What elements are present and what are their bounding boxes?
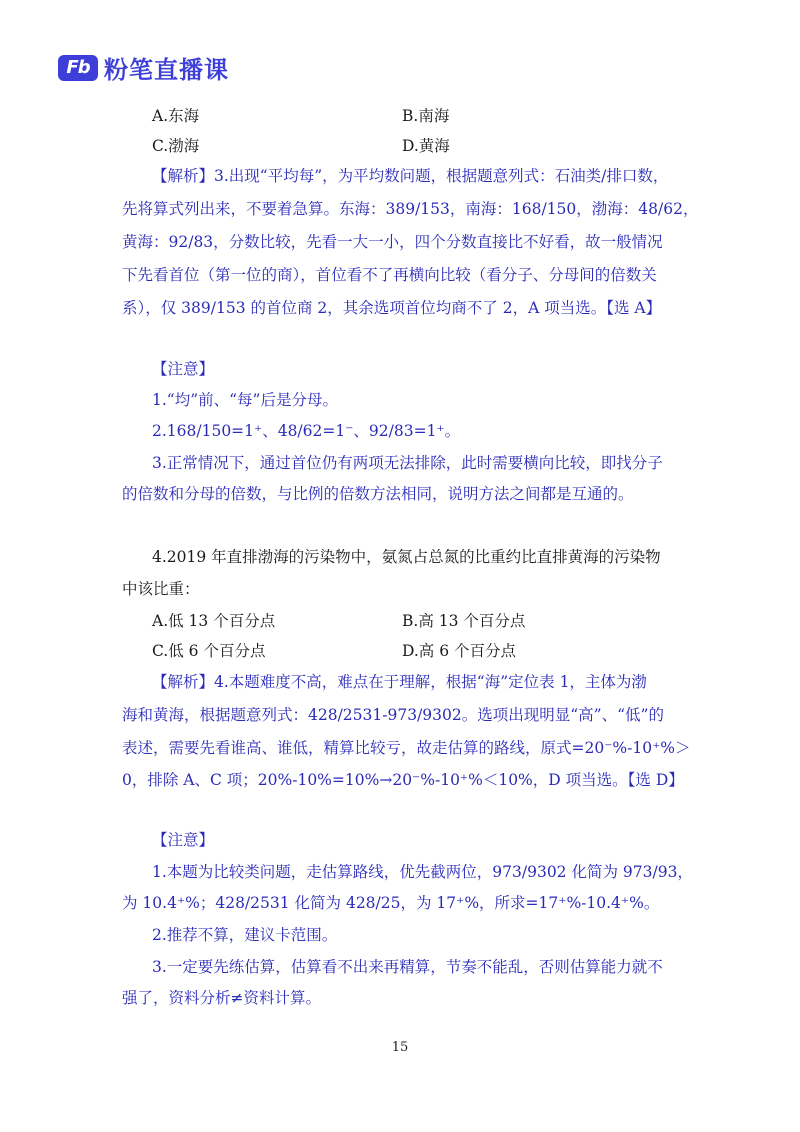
q4-note-title: 【注意】: [152, 831, 215, 849]
q4-option-b: B.高 13 个百分点: [402, 612, 526, 630]
q4-analysis-line-4: 0，排除 A、C 项；20%-10%=10%→20⁻%-10⁺%＜10%，D 项当选。【选 D】: [122, 771, 684, 789]
q4-option-c: C.低 6 个百分点: [152, 642, 266, 660]
q3-option-b: B.南海: [402, 107, 450, 125]
q3-analysis-line-5: 系），仅 389/153 的首位商 2，其余选项首位均商不了 2，A 项当选。【选 A】: [122, 299, 662, 317]
q3-analysis-line-1: 【解析】3.出现“平均每”，为平均数问题，根据题意列式：石油类/排口数，: [152, 167, 669, 185]
q4-analysis-line-2: 海和黄海，根据题意列式：428/2531-973/9302。选项出现明显“高”、“低”的: [122, 706, 664, 724]
q4-analysis-line-1: 【解析】4.本题难度不高，难点在于理解，根据“海”定位表 1，主体为渤: [152, 673, 647, 691]
q3-note-title: 【注意】: [152, 360, 215, 378]
q4-option-a: A.低 13 个百分点: [152, 612, 276, 630]
q4-note-2: 2.推荐不算，建议卡范围。: [152, 926, 338, 944]
q4-note-3-cont: 强了，资料分析≠资料计算。: [122, 989, 321, 1007]
logo-text: 粉笔直播课: [104, 56, 229, 84]
fenbi-logo: [58, 50, 229, 85]
q4-note-3: 3.一定要先练估算，估算看不出来再精算，节奏不能乱，否则估算能力就不: [152, 958, 663, 976]
q4-stem-line-1: 4.2019 年直排渤海的污染物中，氨氮占总氮的比重约比直排黄海的污染物: [152, 548, 661, 566]
q4-note-1: 1.本题为比较类问题，走估算路线，优先截两位，973/9302 化简为 973/93，: [152, 863, 693, 881]
q4-option-d: D.高 6 个百分点: [402, 642, 517, 660]
q4-note-1-cont: 为 10.4⁺%；428/2531 化简为 428/25，为 17⁺%，所求=17⁺%-10.4⁺%。: [122, 894, 660, 912]
q3-option-a: A.东海: [152, 107, 200, 125]
q3-note-3-cont: 的倍数和分母的倍数，与比例的倍数方法相同，说明方法之间都是互通的。: [122, 485, 634, 503]
q3-analysis-line-3: 黄海：92/83，分数比较，先看一大一小，四个分数直接比不好看，故一般情况: [122, 233, 663, 251]
q3-option-c: C.渤海: [152, 137, 200, 155]
q3-note-2: 2.168/150=1⁺、48/62=1⁻、92/83=1⁺。: [152, 422, 461, 440]
q4-stem-line-2: 中该比重：: [122, 580, 200, 598]
q3-note-3: 3.正常情况下，通过首位仍有两项无法排除，此时需要横向比较，即找分子: [152, 454, 663, 472]
q3-analysis-line-4: 下先看首位（第一位的商），首位看不了再横向比较（看分子、分母间的倍数关: [122, 266, 657, 284]
logo-mark: Fb: [58, 55, 98, 81]
q4-analysis-line-3: 表述，需要先看谁高、谁低，精算比较亏，故走估算的路线，原式=20⁻%-10⁺%＞: [122, 739, 691, 757]
q3-note-1: 1.“均”前、“每”后是分母。: [152, 391, 338, 409]
q3-option-d: D.黄海: [402, 137, 450, 155]
page-number: 15: [391, 1040, 409, 1055]
q3-analysis-line-2: 先将算式列出来，不要着急算。东海：389/153，南海：168/150，渤海：48/62，: [122, 200, 699, 218]
